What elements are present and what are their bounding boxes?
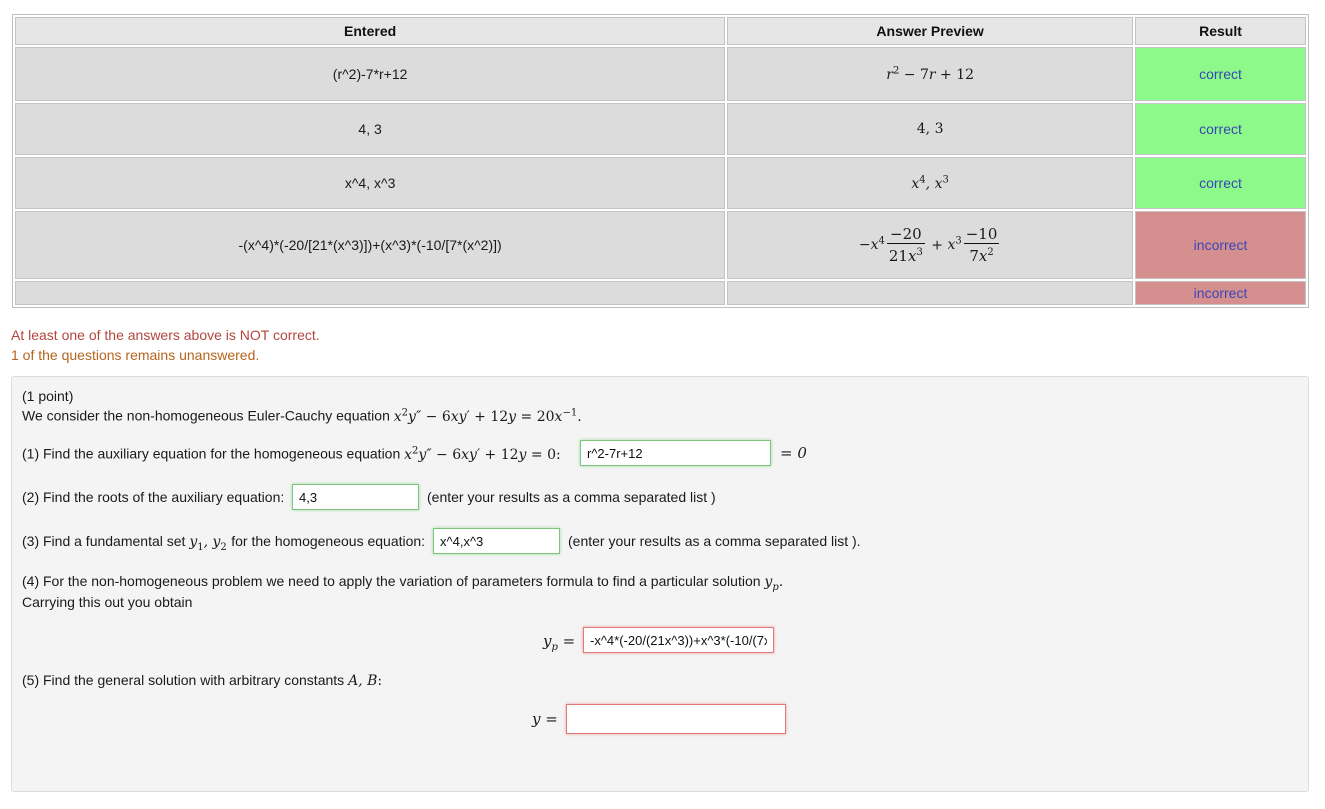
problem-panel bbox=[11, 376, 1309, 792]
answer-preview-cell: $r^2 - 7r + 12$ bbox=[727, 47, 1133, 101]
homogeneous-equation: $x^2y'' - 6xy' + 12y = 0$: bbox=[404, 445, 561, 463]
question-1-text: (1) Find the auxiliary equation for the homogeneous equation bbox=[22, 445, 401, 462]
y-label: y = bbox=[532, 710, 558, 728]
header-entered: Entered bbox=[15, 17, 725, 45]
question-4 bbox=[22, 573, 783, 593]
result-cell: incorrect bbox=[1135, 211, 1306, 279]
result-cell: correct bbox=[1135, 157, 1306, 209]
question-3-hint: (enter your results as a comma separated list ). bbox=[568, 533, 861, 549]
entered-cell: x^4, x^3 bbox=[15, 157, 725, 209]
entered-cell: (r^2)-7*r+12 bbox=[15, 47, 725, 101]
result-cell: correct bbox=[1135, 47, 1306, 101]
table-row bbox=[15, 103, 1306, 155]
problem-points: (1 point) bbox=[22, 388, 74, 404]
problem-intro bbox=[22, 407, 582, 425]
table-row bbox=[15, 47, 1306, 101]
entered-cell bbox=[15, 281, 725, 305]
question-4-text: (4) For the non-homogeneous problem we need to apply the variation of parameters formula to find a particular solution bbox=[22, 573, 761, 589]
results-table bbox=[12, 14, 1309, 308]
result-cell: correct bbox=[1135, 103, 1306, 155]
problem-intro-text: We consider the non-homogeneous Euler-Cauchy equation bbox=[22, 407, 390, 424]
results-header-row bbox=[15, 17, 1306, 45]
particular-solution-symbol: $y_p$. bbox=[764, 574, 784, 593]
constants-symbols: A, B: bbox=[348, 673, 383, 689]
question-4-text2: Carrying this out you obtain bbox=[22, 594, 193, 610]
question-2-hint: (enter your results as a comma separated list ) bbox=[427, 489, 716, 505]
question-5 bbox=[22, 672, 382, 689]
answer-preview-cell bbox=[727, 281, 1133, 305]
particular-solution-input[interactable] bbox=[583, 627, 774, 653]
unanswered-message: 1 of the questions remains unanswered. bbox=[11, 347, 260, 363]
entered-cell: 4, 3 bbox=[15, 103, 725, 155]
question-5-text: (5) Find the general solution with arbitrary constants bbox=[22, 672, 345, 688]
question-1 bbox=[22, 445, 561, 463]
table-row bbox=[15, 157, 1306, 209]
equals-zero-label: = 0 bbox=[780, 444, 807, 462]
general-solution-input[interactable] bbox=[566, 704, 786, 734]
fundamental-set-input[interactable] bbox=[433, 528, 560, 554]
question-2-text: (2) Find the roots of the auxiliary equation: bbox=[22, 489, 285, 505]
roots-input[interactable] bbox=[292, 484, 419, 510]
question-3-text-b: for the homogeneous equation: bbox=[231, 533, 426, 549]
result-cell: incorrect bbox=[1135, 281, 1306, 305]
answer-preview-cell: $-x^4$ $\frac{-20}{21x^3}$ + $x^3$ $\frac{-10}{7x^2}$ bbox=[727, 211, 1133, 279]
header-result: Result bbox=[1135, 17, 1306, 45]
question-3-text-a: (3) Find a fundamental set bbox=[22, 533, 186, 549]
question-3 bbox=[22, 533, 425, 553]
table-row bbox=[15, 281, 1306, 305]
not-correct-message: At least one of the answers above is NOT correct. bbox=[11, 327, 320, 343]
auxiliary-equation-input[interactable] bbox=[580, 440, 771, 466]
answer-preview-cell: $x^4$, $x^3$ bbox=[727, 157, 1133, 209]
fundamental-set-symbols: $y_1$, $y_2$ bbox=[189, 534, 227, 553]
header-answer-preview: Answer Preview bbox=[727, 17, 1133, 45]
yp-label: $y_p$ = bbox=[543, 632, 576, 653]
euler-cauchy-equation: $x^2y'' - 6xy' + 12y = 20x^{-1}$. bbox=[393, 407, 582, 425]
entered-cell: -(x^4)*(-20/[21*(x^3)])+(x^3)*(-10/[7*(x^2)]) bbox=[15, 211, 725, 279]
table-row bbox=[15, 211, 1306, 279]
answer-preview-cell: 4, 3 bbox=[727, 103, 1133, 155]
